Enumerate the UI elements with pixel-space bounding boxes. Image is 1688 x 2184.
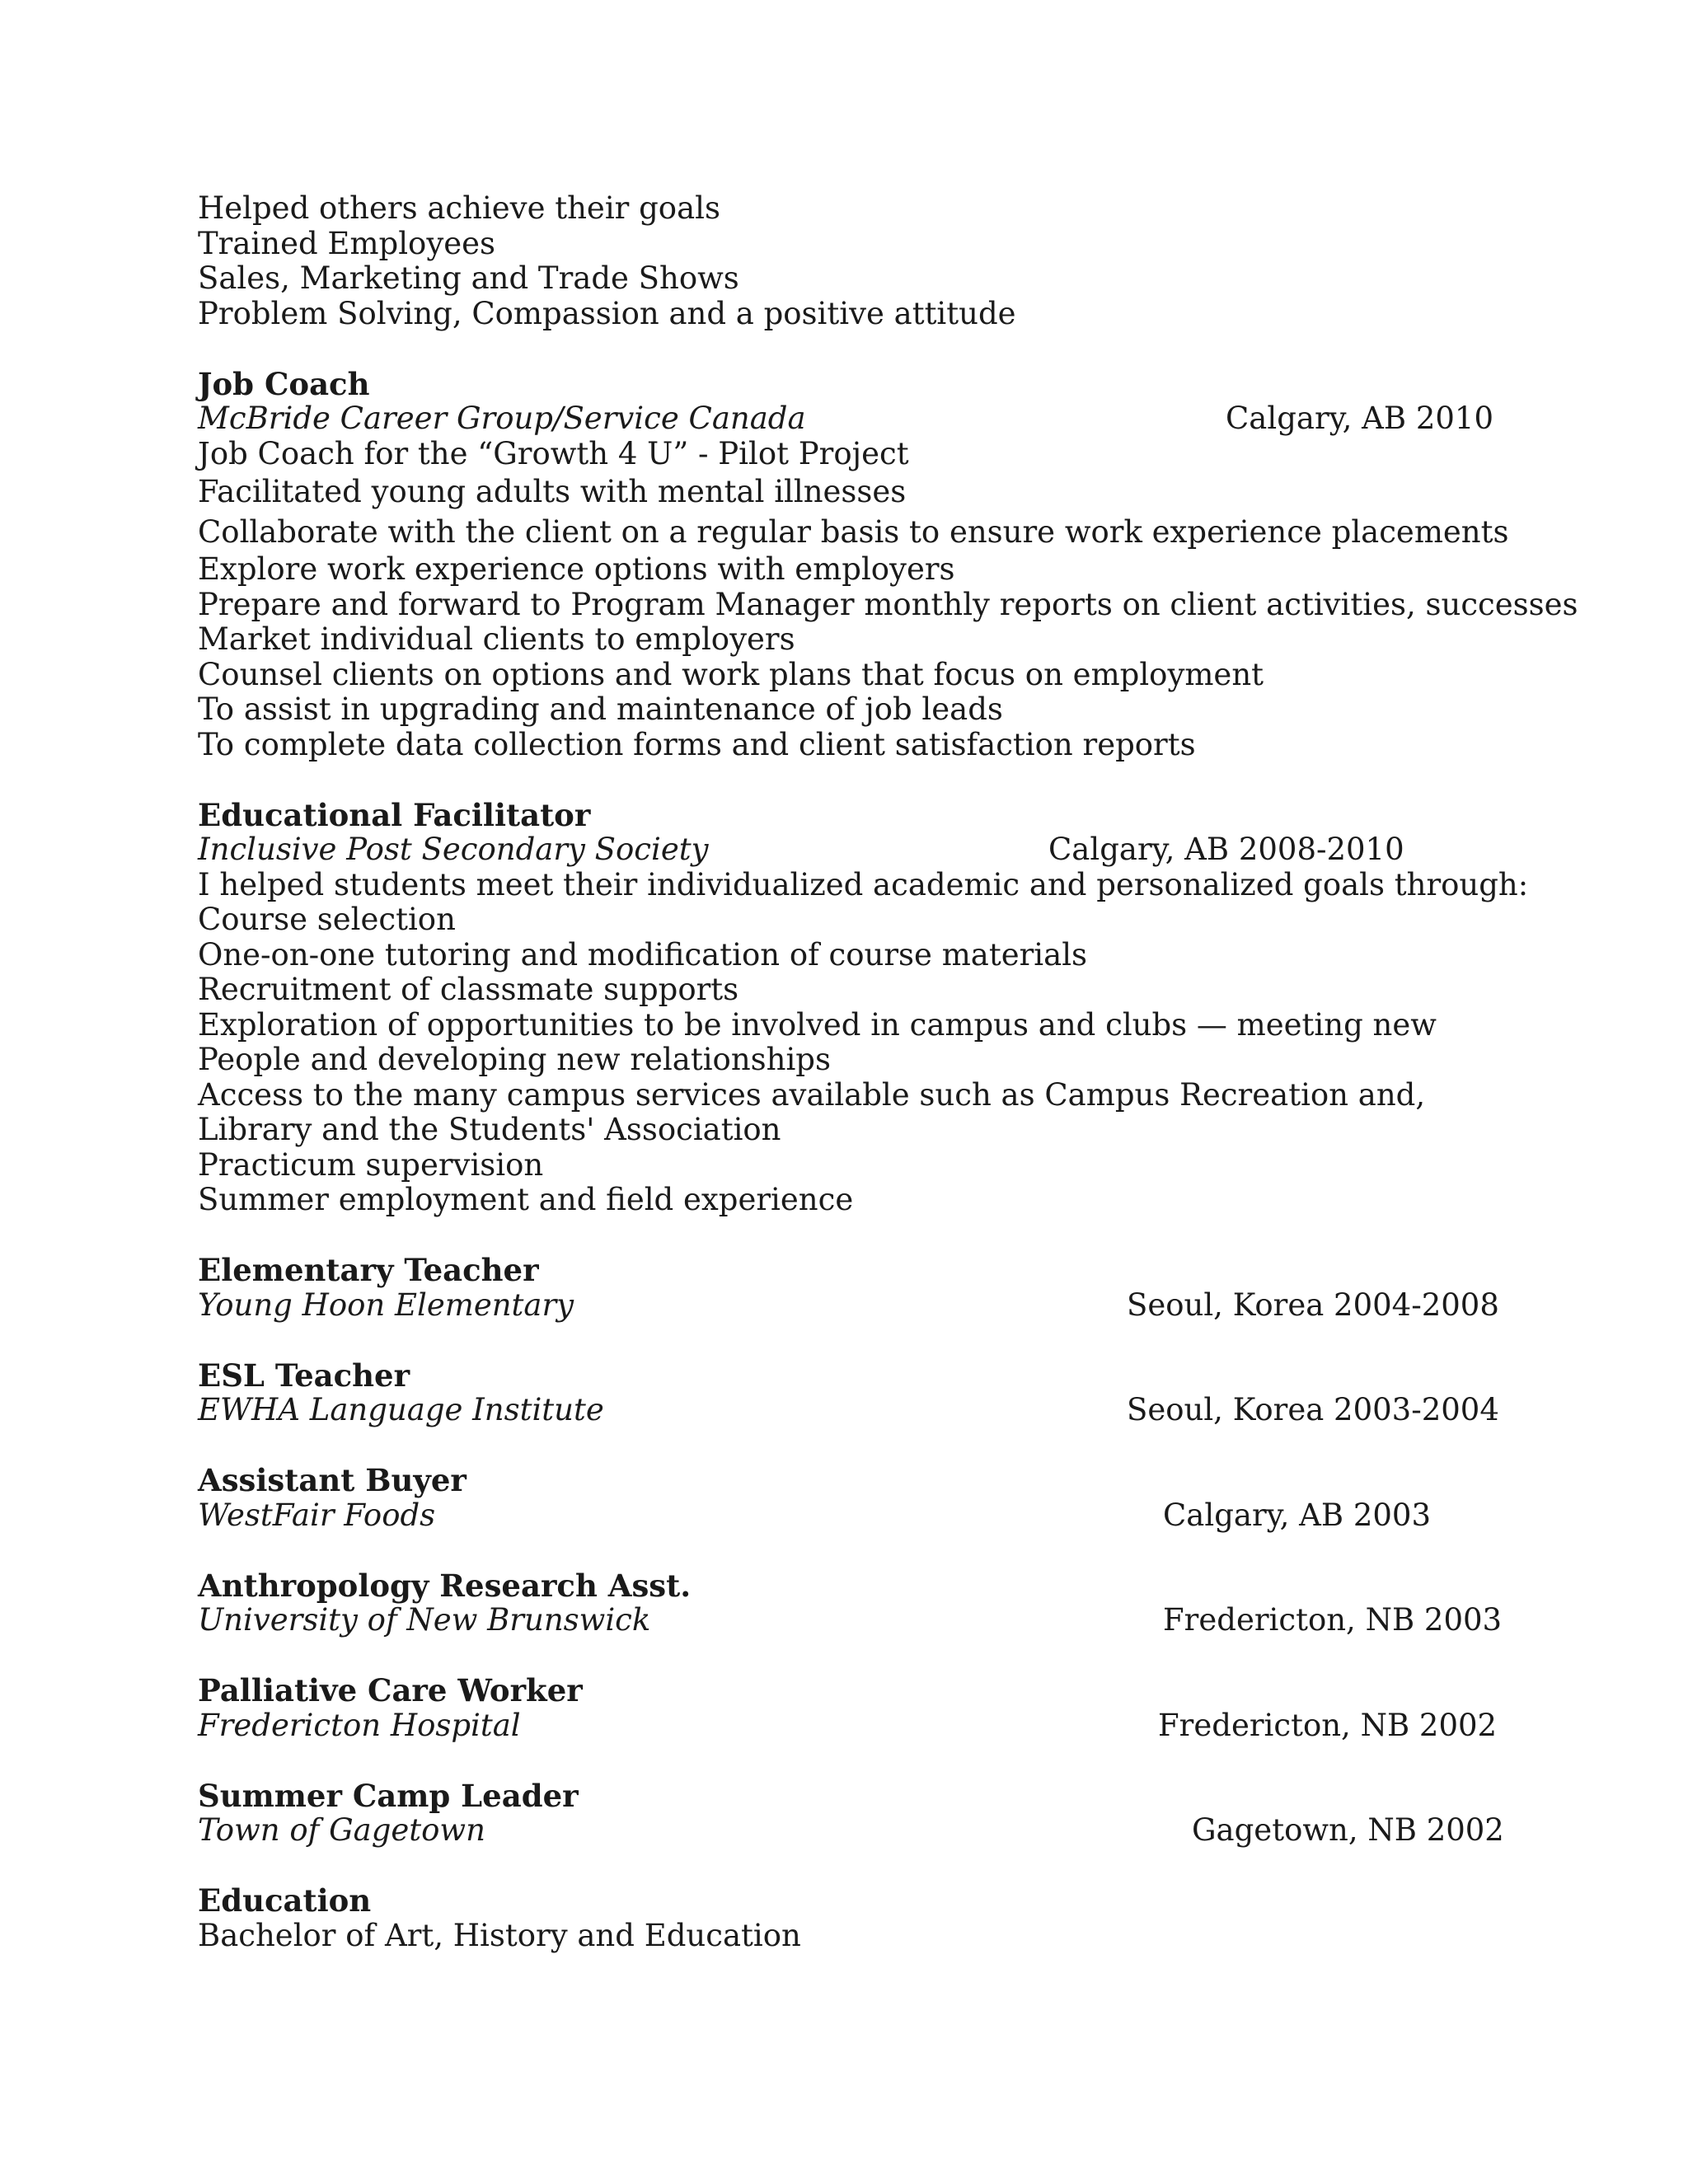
job-detail: I helped students meet their individualized academic and personalized goals through: [198,866,1529,902]
job-entry-elementary-teacher [198,1252,1499,1323]
job-entry-educational-facilitator [198,796,1529,1218]
job-location-date: Gagetown, NB 2002 [1192,1812,1504,1848]
job-title: Assistant Buyer [198,1462,467,1498]
job-detail: Prepare and forward to Program Manager monthly reports on client activities, successes [198,586,1578,622]
job-detail: Recruitment of classmate supports [198,972,739,1007]
job-entry-anthropology-research [198,1567,1503,1638]
job-entry-esl-teacher [198,1357,1499,1428]
job-location-date: Calgary, AB 2008-2010 [1048,832,1404,867]
job-location-date: Seoul, Korea 2003-2004 [1127,1392,1499,1427]
job-title: Palliative Care Worker [198,1672,583,1708]
job-detail: Practicum supervision [198,1146,544,1183]
job-title: Job Coach [198,365,370,402]
section-gap [198,331,1484,367]
job-location-date: Seoul, Korea 2004-2008 [1127,1286,1499,1323]
section-gap [198,1638,1484,1674]
education-heading: Education [198,1882,372,1919]
job-title: Educational Facilitator [198,796,591,833]
job-organization: EWHA Language Institute [198,1392,604,1427]
job-entry-summer-camp [198,1777,1504,1849]
section-gap [198,1428,1484,1464]
education-section [198,1883,1484,1953]
job-location-date: Calgary, AB 2010 [1226,401,1493,436]
job-org-row [198,1707,1498,1744]
job-organization: University of New Brunswick [198,1602,651,1638]
skill-item: Problem Solving, Compassion and a positive attitude [198,295,1016,331]
job-entry-job-coach [198,365,1578,763]
section-gap [198,1323,1484,1358]
job-entry-assistant-buyer [198,1463,1484,1533]
job-detail: One-on-one tutoring and modification of course materials [198,936,1088,972]
job-organization: Fredericton Hospital [198,1707,521,1743]
job-location-date: Calgary, AB 2003 [1163,1497,1431,1533]
job-detail: To assist in upgrading and maintenance of job leads [198,691,1003,727]
job-title: Anthropology Research Asst. [198,1567,692,1604]
section-gap [198,1849,1484,1884]
job-org-row [198,1498,1484,1534]
resume-content [198,190,1578,1953]
job-organization: Town of Gagetown [198,1812,485,1848]
job-detail: Collaborate with the client on a regular basis to ensure work experience placements [198,514,1509,550]
job-org-row [198,1392,1499,1428]
skill-item: Sales, Marketing and Trade Shows [198,260,739,296]
job-title: Elementary Teacher [198,1252,539,1288]
section-gap [198,1533,1484,1568]
job-detail: Explore work experience options with employers [198,551,955,587]
section-gap [198,1743,1484,1779]
job-detail: Facilitated young adults with mental illnesses [198,474,907,509]
skill-item: Trained Employees [198,225,496,261]
job-org-row [198,1286,1499,1324]
job-detail: Access to the many campus services available such as Campus Recreation and, Library and the Students' Association [198,1076,1426,1147]
job-detail: To complete data collection forms and client satisfaction reports [198,726,1196,762]
job-detail: Summer employment and field experience [198,1182,854,1217]
job-detail: Market individual clients to employers [198,621,795,657]
job-organization: Young Hoon Elementary [198,1286,574,1323]
job-org-row [198,1812,1504,1849]
job-org-row [198,401,1493,437]
skills-list [198,191,1484,331]
skill-item: Helped others achieve their goals [198,190,720,226]
job-org-row [198,832,1484,868]
section-gap [198,1218,1484,1254]
job-org-row [198,1602,1503,1638]
job-detail: Exploration of opportunities to be involved in campus and clubs — meeting new People and developing new relationships [198,1006,1437,1077]
job-location-date: Fredericton, NB 2002 [1158,1707,1498,1743]
job-location-date: Fredericton, NB 2003 [1163,1602,1503,1638]
section-gap [198,762,1484,798]
job-detail: Course selection [198,902,456,937]
education-degree: Bachelor of Art, History and Education [198,1917,801,1953]
job-entry-palliative-care [198,1672,1498,1743]
job-detail: Counsel clients on options and work plans that focus on employment [198,656,1264,692]
job-title: ESL Teacher [198,1357,410,1394]
job-detail: Job Coach for the “Growth 4 U” - Pilot Project [198,435,909,471]
job-title: Summer Camp Leader [198,1777,579,1814]
job-organization: WestFair Foods [198,1497,436,1533]
job-organization: McBride Career Group/Service Canada [198,401,806,436]
job-organization: Inclusive Post Secondary Society [198,832,709,867]
